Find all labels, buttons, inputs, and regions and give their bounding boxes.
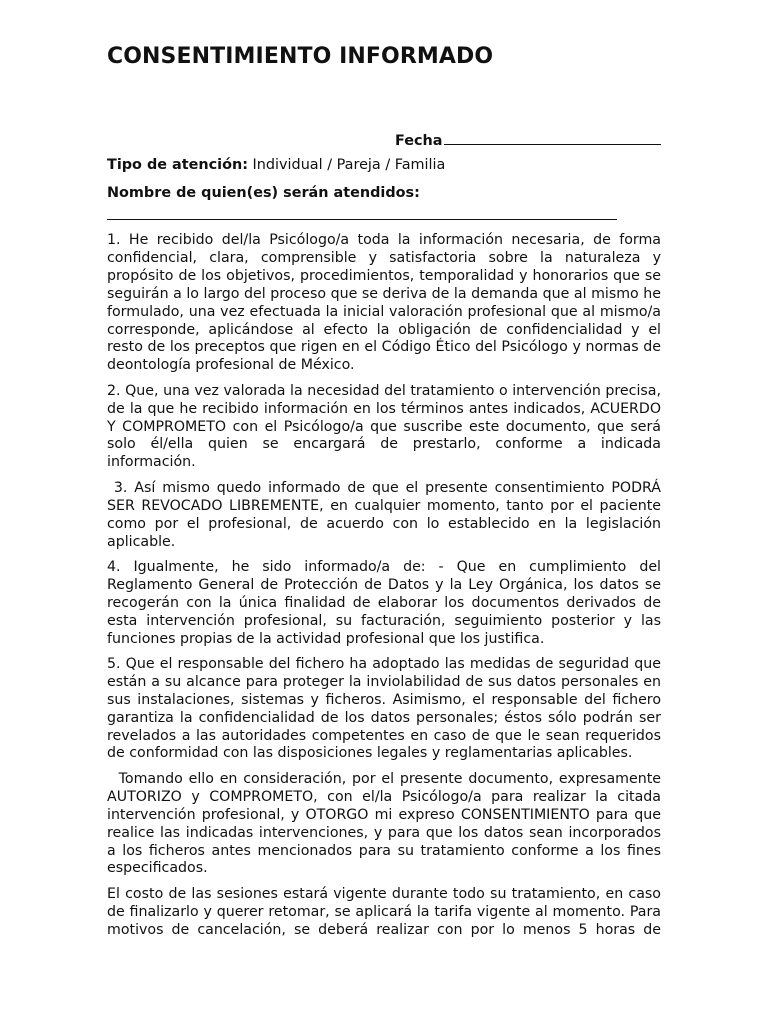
attention-type-options: Individual / Pareja / Familia <box>247 157 446 173</box>
paragraph-5: 5. Que el responsable del fichero ha adoptado las medidas de seguridad que están a su alcance para proteger la inviolabilidad de sus datos personales en sus instalaciones, sistemas y ficheros. Asimismo, el responsable del fichero garantiza la confidencialidad de los datos personales; éstos sólo podrán ser revelados a las autoridades competentes en caso de que le sean requeridos de conformidad con las disposiciones legales y reglamentarias aplicables. <box>107 655 661 762</box>
paragraph-2: 2. Que, una vez valorada la necesidad del tratamiento o intervención precisa, de la que he recibido información en los términos antes indicados, ACUERDO Y COMPROMETO con el Psicólogo/a que suscribe este documento, que será solo él/ella quien se encargará de prestarlo, conforme a indicada información. <box>107 382 661 471</box>
consent-body <box>107 232 666 947</box>
date-label: Fecha <box>395 133 443 149</box>
attention-type <box>107 157 445 173</box>
paragraph-6: Tomando ello en consideración, por el presente documento, expresamente AUTORIZO y COMPROMETO, con el/la Psicólogo/a para realizar la citada intervención profesional, y OTORGO mi expreso CONSENTIMIENTO para que realice las indicadas intervenciones, y para que los datos sean incorporados a los ficheros antes mencionados para su tratamiento conforme a los fines especificados. <box>107 770 666 877</box>
paragraph-4: 4. Igualmente, he sido informado/a de: - Que en cumplimiento del Reglamento General de Protección de Datos y la Ley Orgánica, los datos se recogerán con la única finalidad de elaborar los documentos derivados de esta intervención profesional, su facturación, seguimiento posterior y las funciones propias de la actividad profesional que los justifica. <box>107 558 661 647</box>
date-blank-line <box>444 129 662 145</box>
paragraph-7: El costo de las sesiones estará vigente durante todo su tratamiento, en caso de finalizarlo y querer retomar, se aplicará la tarifa vigente al momento. Para motivos de cancelación, se deberá realizar con por lo menos 5 horas de <box>107 885 661 938</box>
patient-name-blank-line <box>107 219 617 220</box>
attention-type-label: Tipo de atención: <box>107 157 248 173</box>
date-field <box>395 129 661 149</box>
patient-name-label: Nombre de quien(es) serán atendidos: <box>107 185 420 201</box>
paragraph-1: 1. He recibido del/la Psicólogo/a toda la información necesaria, de forma confidencial, clara, comprensible y satisfactoria sobre la naturaleza y propósito de los objetivos, procedimientos, temporalidad y honorarios que se seguirán a lo largo del proceso que se deriva de la demanda que al mismo he formulado, una vez efectuada la inicial valoración profesional que al mismo/a corresponde, aplicándose al efecto la obligación de confidencialidad y el resto de los preceptos que rigen en el Código Ético del Psicólogo y normas de deontología profesional de México. <box>107 232 661 374</box>
paragraph-3: 3. Así mismo quedo informado de que el presente consentimiento PODRÁ SER REVOCADO LIBREMENTE, en cualquier momento, tanto por el paciente como por el profesional, de acuerdo con lo establecido en la legislación aplicable. <box>107 479 666 550</box>
document-title: CONSENTIMIENTO INFORMADO <box>107 44 494 69</box>
